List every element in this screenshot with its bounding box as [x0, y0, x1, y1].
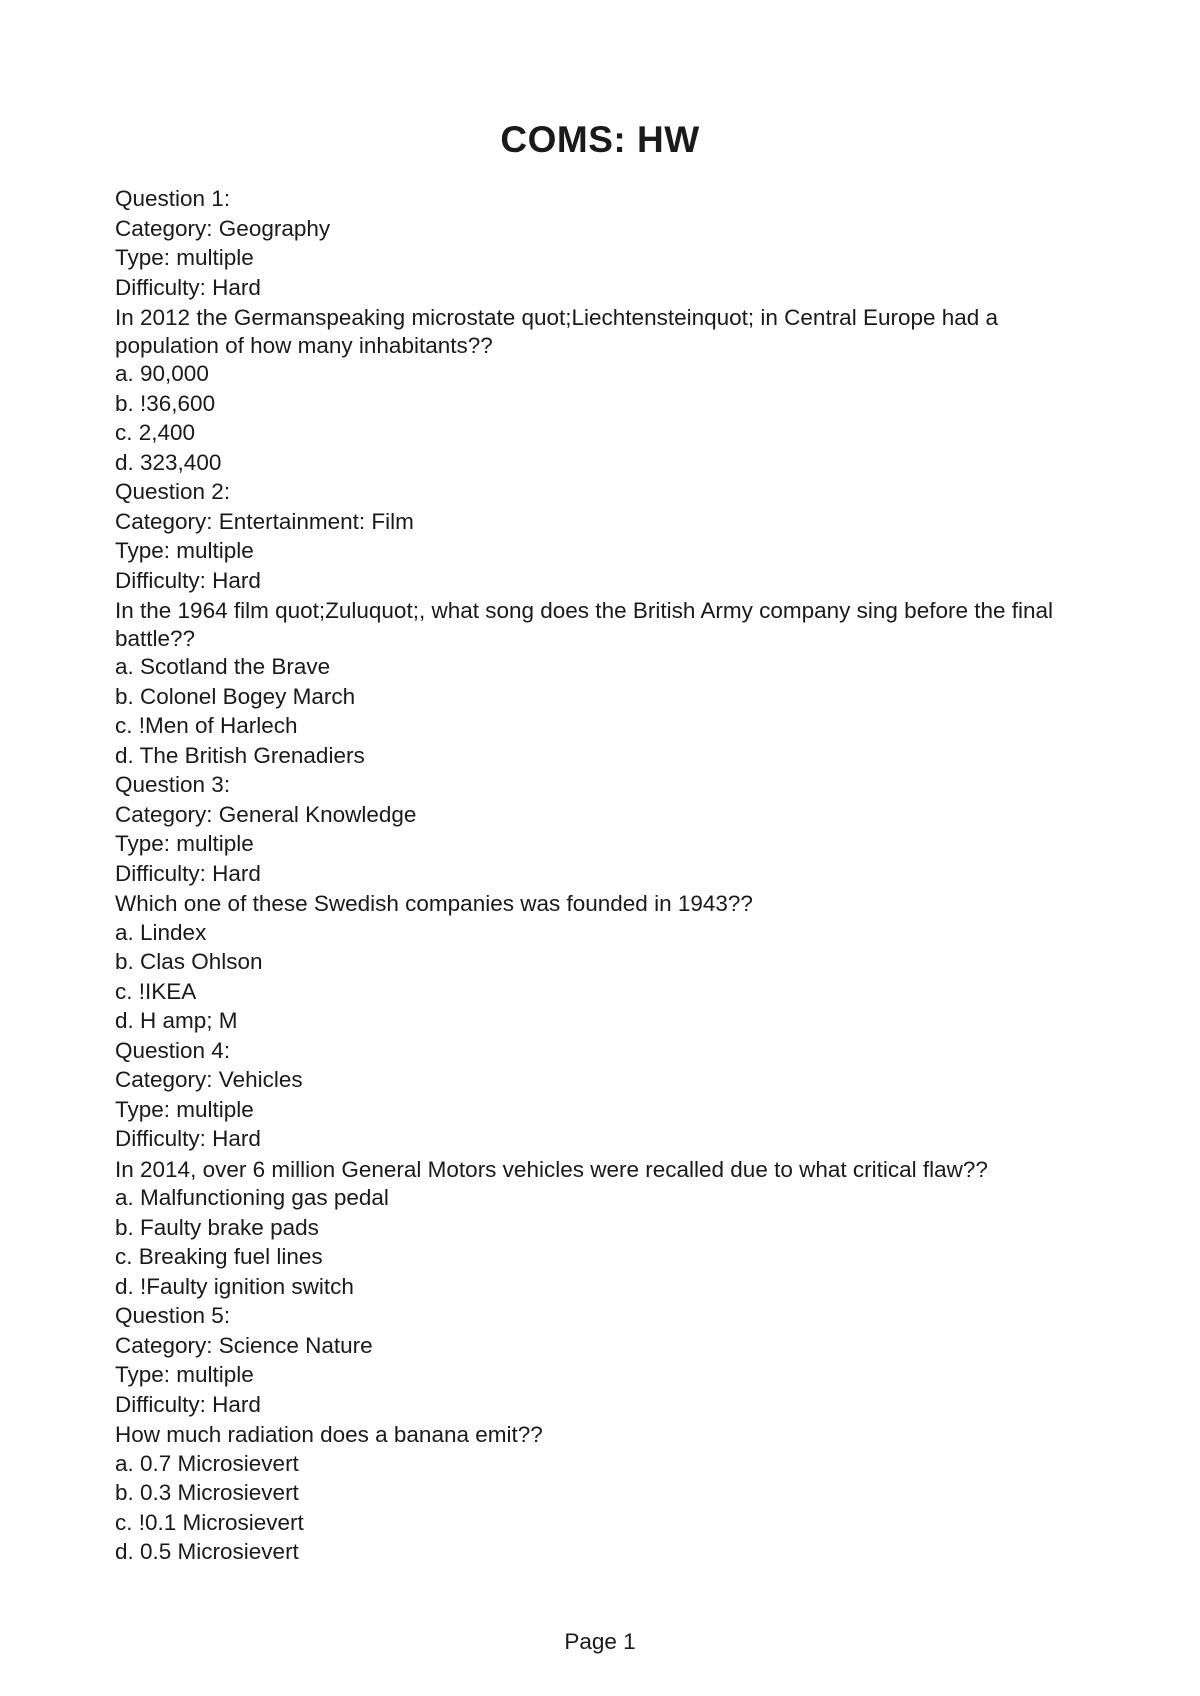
answer-option: b. 0.3 Microsievert [115, 1480, 299, 1505]
question-category: Category: General Knowledge [115, 801, 417, 827]
question-type: Type: multiple [115, 1096, 254, 1122]
answer-option: c. 2,400 [115, 420, 196, 445]
question-header: Question 2: [115, 479, 231, 504]
question-block [115, 184, 1095, 477]
question-block [115, 1301, 1095, 1567]
answer-option: b. !36,600 [115, 390, 216, 416]
question-category: Category: Entertainment: Film [115, 508, 414, 534]
question-difficulty: Difficulty: Hard [115, 1126, 261, 1151]
answer-option: b. Clas Ohlson [115, 949, 263, 974]
question-category: Category: Geography [115, 215, 331, 241]
answer-option: d. !Faulty ignition switch [115, 1273, 354, 1299]
question-text: In the 1964 film quot;Zuluquot;, what song does the British Army company sing before the final battle?? [115, 598, 1054, 651]
question-category: Category: Vehicles [115, 1067, 303, 1092]
answer-option: d. 323,400 [115, 449, 222, 475]
question-type: Type: multiple [115, 1362, 254, 1387]
answer-option: c. Breaking fuel lines [115, 1244, 323, 1269]
answer-option: c. !Men of Harlech [115, 713, 298, 738]
answer-option: d. The British Grenadiers [115, 742, 365, 768]
question-text: How much radiation does a banana emit?? [115, 1422, 543, 1447]
page-number: Page 1 [564, 1629, 636, 1654]
question-text: Which one of these Swedish companies was founded in 1943?? [115, 891, 753, 916]
question-header: Question 3: [115, 772, 231, 797]
question-header: Question 5: [115, 1303, 231, 1328]
question-block [115, 477, 1095, 770]
answer-option: a. Malfunctioning gas pedal [115, 1185, 389, 1210]
question-type: Type: multiple [115, 245, 254, 270]
answer-option: c. !0.1 Microsievert [115, 1509, 304, 1535]
question-block [115, 1036, 1095, 1302]
question-difficulty: Difficulty: Hard [115, 567, 261, 593]
question-text: In 2012 the Germanspeaking microstate quot;Liechtensteinquot; in Central Europe had a population of how many inhabitants?? [115, 305, 999, 358]
question-list [115, 184, 1095, 1567]
answer-option: a. Scotland the Brave [115, 654, 331, 679]
answer-option: a. 0.7 Microsievert [115, 1450, 299, 1476]
question-difficulty: Difficulty: Hard [115, 860, 261, 886]
answer-option: c. !IKEA [115, 978, 197, 1004]
question-difficulty: Difficulty: Hard [115, 1391, 261, 1417]
question-block [115, 770, 1095, 1036]
question-type: Type: multiple [115, 538, 254, 563]
question-type: Type: multiple [115, 831, 254, 856]
answer-option: d. 0.5 Microsievert [115, 1539, 299, 1564]
answer-option: a. 90,000 [115, 361, 209, 386]
question-header: Question 1: [115, 186, 231, 211]
document-title: COMS: HW [500, 119, 700, 160]
answer-option: d. H amp; M [115, 1008, 238, 1033]
answer-option: a. Lindex [115, 919, 207, 945]
answer-option: b. Faulty brake pads [115, 1214, 319, 1240]
question-category: Category: Science Nature [115, 1332, 373, 1358]
question-header: Question 4: [115, 1037, 231, 1063]
question-text: In 2014, over 6 million General Motors vehicles were recalled due to what critical flaw?? [115, 1156, 988, 1182]
question-difficulty: Difficulty: Hard [115, 274, 261, 300]
answer-option: b. Colonel Bogey March [115, 683, 356, 709]
